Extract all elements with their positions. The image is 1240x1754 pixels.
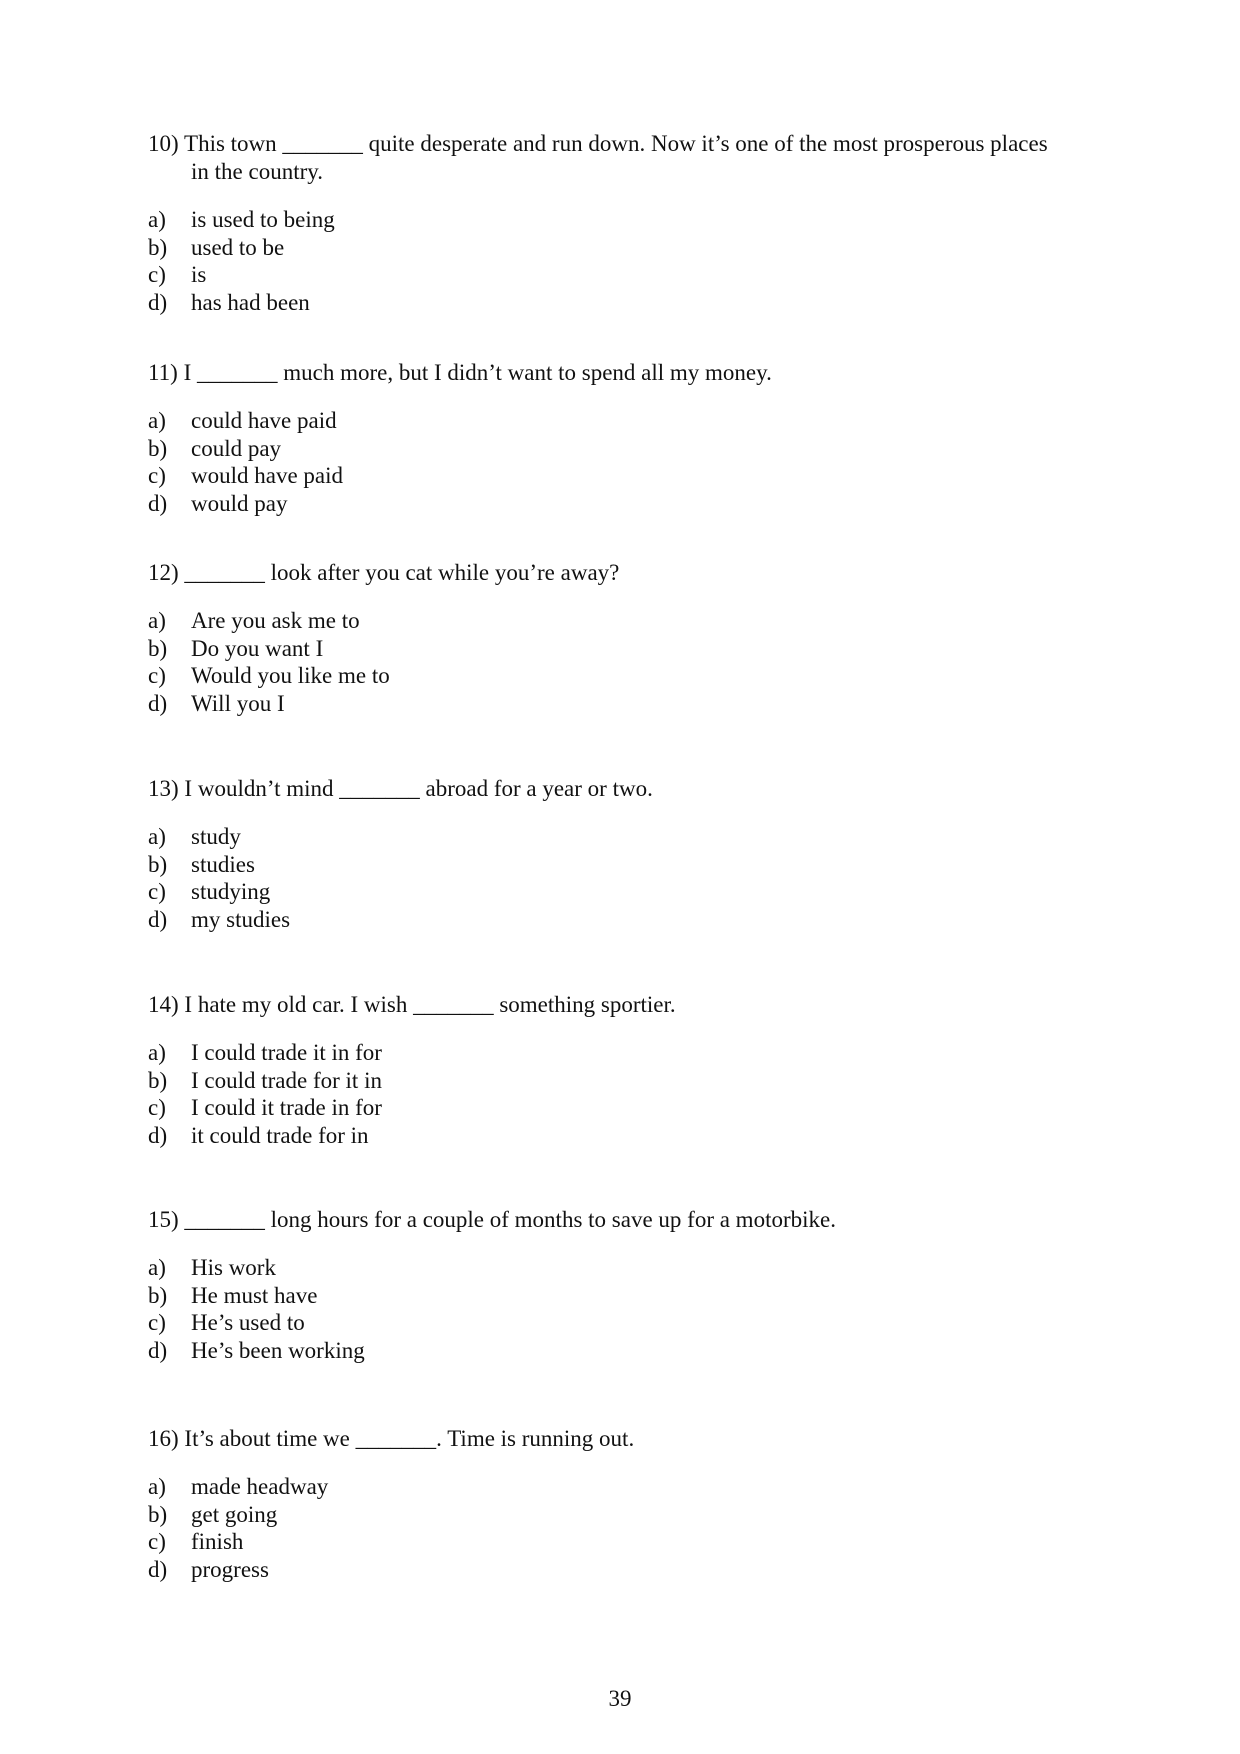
option-letter: a): [148, 1255, 166, 1280]
option-letter: c): [148, 1310, 166, 1335]
option-text: get going: [191, 1501, 278, 1527]
answer-option-d: [148, 906, 1098, 934]
answer-option-c: [148, 878, 1098, 906]
option-letter: b): [148, 1067, 168, 1093]
option-text: is: [191, 262, 207, 287]
option-text: Do you want I: [191, 635, 324, 661]
question-14: [148, 991, 1098, 1149]
option-text: could pay: [191, 435, 282, 461]
option-letter: b): [148, 1501, 168, 1527]
option-letter: b): [148, 851, 168, 877]
question-number: 13): [148, 776, 179, 801]
option-letter: b): [148, 234, 168, 260]
answer-option-b: [148, 1067, 1098, 1095]
option-text: has had been: [191, 289, 310, 315]
question-12: [148, 559, 1098, 717]
answer-options: [148, 1254, 1098, 1364]
answer-options: [148, 823, 1098, 933]
question-number: 14): [148, 992, 179, 1017]
option-text: Will you I: [191, 690, 285, 716]
option-text: used to be: [191, 234, 285, 260]
option-letter: c): [148, 879, 166, 904]
answer-option-d: [148, 490, 1098, 518]
option-text: would have paid: [191, 463, 344, 488]
answer-options: [148, 607, 1098, 717]
option-letter: d): [148, 490, 168, 516]
question-text: I _______ much more, but I didn’t want to spend all my money.: [183, 360, 772, 385]
option-letter: a): [148, 408, 166, 433]
option-text: He’s used to: [191, 1310, 305, 1335]
option-text: I could trade it in for: [191, 1040, 382, 1065]
option-letter: a): [148, 824, 166, 849]
answer-option-b: [148, 635, 1098, 663]
option-text: His work: [191, 1255, 276, 1280]
question-text: _______ look after you cat while you’re away?: [184, 560, 620, 585]
option-letter: d): [148, 906, 168, 932]
option-text: study: [191, 824, 241, 849]
question-number: 15): [148, 1207, 179, 1232]
option-letter: c): [148, 463, 166, 488]
option-letter: c): [148, 1095, 166, 1120]
answer-option-a: [148, 206, 1098, 234]
option-text: finish: [191, 1529, 244, 1554]
option-text: could have paid: [191, 408, 337, 433]
option-text: studying: [191, 879, 271, 904]
option-text: I could trade for it in: [191, 1067, 382, 1093]
option-letter: c): [148, 663, 166, 688]
question-number: 16): [148, 1426, 179, 1451]
answer-option-a: [148, 823, 1098, 851]
answer-option-d: [148, 1122, 1098, 1150]
answer-option-c: [148, 261, 1098, 289]
question-number: 11): [148, 360, 178, 385]
option-text: is used to being: [191, 207, 335, 232]
answer-option-a: [148, 1473, 1098, 1501]
option-text: I could it trade in for: [191, 1095, 382, 1120]
question-10: [148, 130, 1098, 316]
question-stem: [148, 775, 1098, 803]
answer-option-b: [148, 435, 1098, 463]
question-text: This town _______ quite desperate and run down. Now it’s one of the most prosperous places: [184, 131, 1048, 156]
question-stem: [148, 359, 1098, 387]
option-text: my studies: [191, 906, 291, 932]
answer-option-d: [148, 1556, 1098, 1584]
question-11: [148, 359, 1098, 517]
option-letter: d): [148, 1556, 168, 1582]
question-stem: [148, 130, 1098, 186]
option-letter: d): [148, 1337, 168, 1363]
option-letter: a): [148, 207, 166, 232]
option-letter: d): [148, 289, 168, 315]
question-text: I wouldn’t mind _______ abroad for a year or two.: [184, 776, 653, 801]
question-text-continuation: in the country.: [191, 159, 324, 184]
option-letter: c): [148, 262, 166, 287]
question-stem: [148, 1206, 1098, 1234]
answer-option-c: [148, 1528, 1098, 1556]
page-number: 39: [608, 1686, 632, 1711]
answer-option-b: [148, 234, 1098, 262]
question-16: [148, 1425, 1098, 1583]
option-letter: a): [148, 1474, 166, 1499]
answer-option-a: [148, 607, 1098, 635]
option-letter: c): [148, 1529, 166, 1554]
option-letter: b): [148, 635, 168, 661]
option-text: progress: [191, 1556, 269, 1582]
option-text: made headway: [191, 1474, 329, 1499]
question-text: _______ long hours for a couple of months to save up for a motorbike.: [184, 1207, 836, 1232]
answer-option-d: [148, 1337, 1098, 1365]
answer-option-d: [148, 289, 1098, 317]
answer-option-a: [148, 1039, 1098, 1067]
answer-option-c: [148, 1309, 1098, 1337]
answer-option-b: [148, 851, 1098, 879]
question-text: It’s about time we _______. Time is running out.: [184, 1426, 635, 1451]
answer-options: [148, 206, 1098, 316]
option-text: He’s been working: [191, 1337, 365, 1363]
answer-options: [148, 1039, 1098, 1149]
option-letter: a): [148, 608, 166, 633]
question-stem: [148, 991, 1098, 1019]
question-text: I hate my old car. I wish _______ something sportier.: [184, 992, 676, 1017]
answer-option-c: [148, 662, 1098, 690]
option-text: studies: [191, 851, 255, 877]
option-text: Are you ask me to: [191, 608, 360, 633]
option-text: would pay: [191, 490, 288, 516]
answer-option-d: [148, 690, 1098, 718]
option-letter: b): [148, 1282, 168, 1308]
option-text: it could trade for in: [191, 1122, 369, 1148]
answer-option-c: [148, 1094, 1098, 1122]
question-15: [148, 1206, 1098, 1364]
option-text: Would you like me to: [191, 663, 390, 688]
answer-option-a: [148, 1254, 1098, 1282]
option-letter: a): [148, 1040, 166, 1065]
question-stem: [148, 559, 1098, 587]
option-letter: d): [148, 690, 168, 716]
question-number: 12): [148, 560, 179, 585]
answer-option-c: [148, 462, 1098, 490]
answer-option-b: [148, 1501, 1098, 1529]
question-number: 10): [148, 131, 179, 156]
option-text: He must have: [191, 1282, 318, 1308]
answer-options: [148, 407, 1098, 517]
option-letter: b): [148, 435, 168, 461]
answer-options: [148, 1473, 1098, 1583]
question-stem: [148, 1425, 1098, 1453]
answer-option-a: [148, 407, 1098, 435]
answer-option-b: [148, 1282, 1098, 1310]
option-letter: d): [148, 1122, 168, 1148]
question-13: [148, 775, 1098, 933]
